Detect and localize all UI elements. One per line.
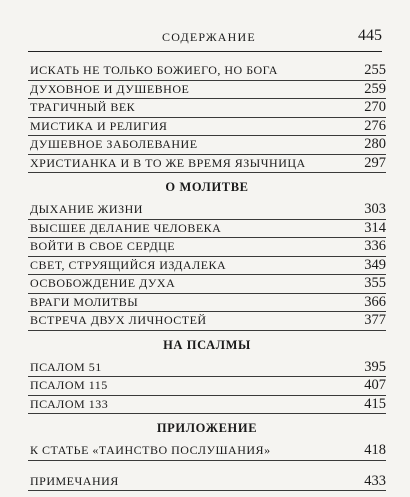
- toc-entry-page: 270: [364, 99, 386, 115]
- toc-entry-label: ПСАЛОМ 133: [30, 396, 109, 411]
- toc-entry-label: ИСКАТЬ НЕ ТОЛЬКО БОЖИЕГО, НО БОГА: [30, 63, 278, 77]
- toc-entry-label: ТРАГИЧНЫЙ ВЕК: [30, 100, 136, 114]
- toc-entry-page: 276: [364, 117, 386, 134]
- toc-entry-page: 314: [364, 219, 386, 236]
- toc-entry-label: ХРИСТИАНКА И В ТО ЖЕ ВРЕМЯ ЯЗЫЧНИЦА: [30, 155, 306, 170]
- toc-entry-page: 433: [364, 472, 386, 489]
- toc-entry: [28, 81, 386, 100]
- toc-entry-page: 259: [364, 80, 386, 97]
- toc-entry-label: ДУШЕВНОЕ ЗАБОЛЕВАНИЕ: [30, 137, 198, 151]
- toc-entry-label: МИСТИКА И РЕЛИГИЯ: [30, 118, 168, 133]
- toc-entry: [28, 257, 386, 276]
- toc-entry: [28, 99, 386, 118]
- toc-entry: [28, 294, 386, 313]
- toc-entry: [28, 201, 386, 220]
- toc-entry: [28, 62, 386, 81]
- toc-entry: [28, 238, 386, 257]
- toc-entry-page: 407: [364, 377, 386, 393]
- section-title: О МОЛИТВЕ: [165, 180, 249, 194]
- toc-entry: [28, 396, 386, 415]
- toc-entry: [28, 312, 386, 331]
- toc-entry-page: 395: [364, 358, 386, 375]
- toc-entry-page: 255: [364, 62, 386, 78]
- toc-entry: [28, 155, 386, 174]
- header-rule: [28, 51, 382, 52]
- toc-entry-label: ВОЙТИ В СВОЕ СЕРДЦЕ: [30, 239, 176, 253]
- toc-section-3: [28, 337, 386, 415]
- toc-entry-page: 280: [364, 136, 386, 152]
- toc-entry-label: ДУХОВНОЕ И ДУШЕВНОЕ: [30, 81, 190, 96]
- toc-entry: [28, 275, 386, 294]
- section-title: ПРИЛОЖЕНИЕ: [156, 421, 258, 435]
- page-header: [0, 27, 410, 48]
- toc-entry: [28, 118, 386, 137]
- toc-entry: [28, 359, 386, 378]
- toc-entry-page: 377: [364, 312, 386, 328]
- section-title: НА ПСАЛМЫ: [163, 337, 251, 352]
- toc-entry-label: ДЫХАНИЕ ЖИЗНИ: [30, 202, 143, 216]
- toc-entry: [28, 220, 386, 239]
- toc-entry-label: СВЕТ, СТРУЯЩИЙСЯ ИЗДАЛЕКА: [30, 257, 227, 272]
- toc-entry-page: 366: [364, 293, 386, 310]
- toc-entry: [28, 136, 386, 155]
- toc-entry-label: ПСАЛОМ 115: [30, 378, 108, 392]
- toc-section-1: [28, 62, 386, 173]
- page-number: 445: [358, 27, 382, 44]
- toc-entry: [28, 377, 386, 396]
- toc-section-2: [28, 179, 386, 331]
- table-of-contents: [28, 62, 386, 497]
- toc-entry-label: ВСТРЕЧА ДВУХ ЛИЧНОСТЕЙ: [30, 313, 207, 327]
- toc-entry: [28, 473, 386, 492]
- toc-entry-page: 355: [364, 275, 386, 291]
- toc-section-4: [28, 420, 386, 491]
- toc-entry-label: ВРАГИ МОЛИТВЫ: [30, 294, 139, 309]
- toc-entry-label: ПСАЛОМ 51: [30, 359, 102, 374]
- toc-entry-page: 336: [364, 238, 386, 254]
- toc-entry-page: 415: [364, 395, 386, 412]
- toc-entry-label: ПРИМЕЧАНИЯ: [30, 473, 119, 488]
- toc-entry-page: 349: [364, 256, 386, 273]
- toc-entry-label: ВЫСШЕЕ ДЕЛАНИЕ ЧЕЛОВЕКА: [30, 220, 222, 235]
- toc-entry: [28, 442, 386, 461]
- running-title: СОДЕРЖАНИЕ: [162, 30, 256, 44]
- toc-entry-label: К СТАТЬЕ «ТАИНСТВО ПОСЛУШАНИЯ»: [30, 443, 271, 457]
- toc-entry-page: 418: [364, 442, 386, 458]
- toc-entry-label: ОСВОБОЖДЕНИЕ ДУХА: [30, 276, 176, 290]
- toc-entry-page: 303: [364, 201, 386, 217]
- toc-entry-page: 297: [364, 154, 386, 171]
